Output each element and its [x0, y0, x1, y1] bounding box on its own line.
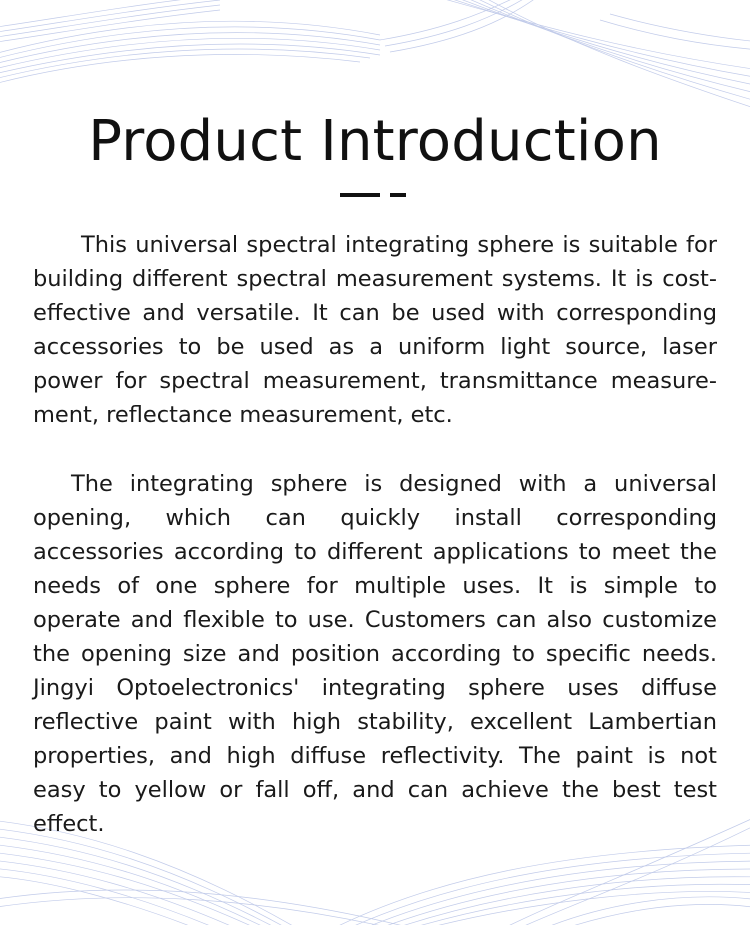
title-underline-short	[390, 193, 406, 197]
intro-paragraph-1: This universal spectral integrating sphere is suitable for building different spectral measurement systems. It is cost-effective and versatile. It can be used with corresponding accessories to be used as a uniform light source, laser power for spectral measurement, transmittance measurement, reflectance measurement, etc.	[33, 232, 717, 428]
intro-paragraph-2: The integrating sphere is designed with a universal opening, which can quickly install corresponding accessories according to different applications to meet the needs of one sphere for multiple uses. It is simple to operate and flexible to use. Customers can also customize the opening size and position according to specific needs. Jingyi Optoelectronics' integrating sphere uses diffuse reflective paint with high stability, excellent Lambertian properties, and high diffuse reflectivity. The paint is not easy to yellow or fall off, and can achieve the best test effect.	[33, 471, 717, 837]
title-underline-long	[340, 193, 380, 197]
page-title: Product Introduction	[88, 109, 662, 174]
